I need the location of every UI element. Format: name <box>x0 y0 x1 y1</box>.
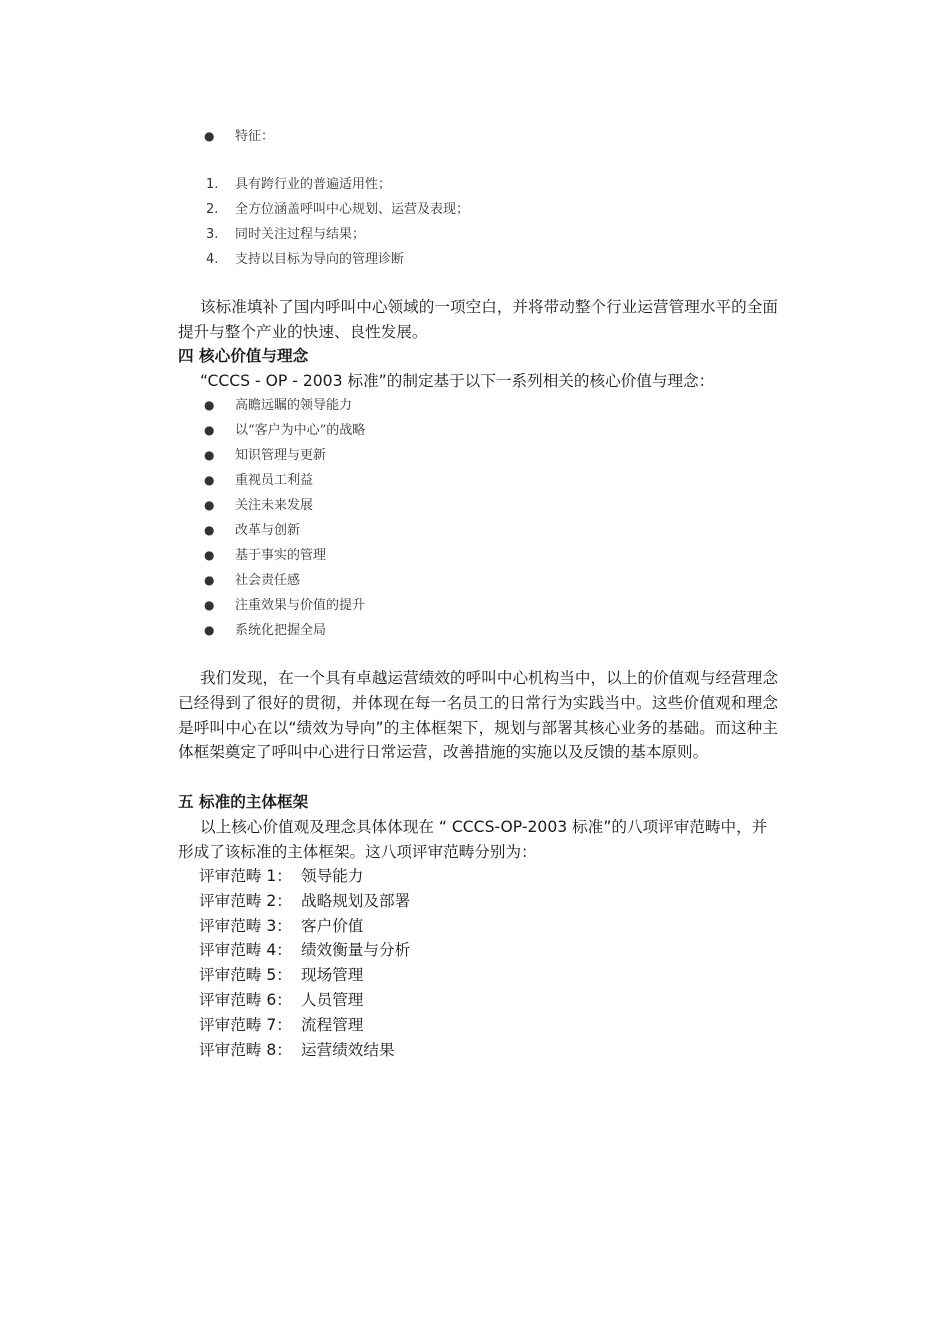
list-item <box>0 222 950 247</box>
list-item <box>0 618 950 643</box>
list-item <box>0 247 950 272</box>
list-text: 注重效果与价值的提升 <box>235 598 366 613</box>
core-values-list <box>0 393 950 643</box>
category-label: 评审范畴 6： <box>199 990 292 1009</box>
list-text: 以“客户为中心”的战略 <box>235 423 366 438</box>
category-label: 评审范畴 1： <box>199 867 292 885</box>
category-value: 现场管理 <box>301 966 364 985</box>
category-label: 评审范畴 7： <box>199 1015 292 1034</box>
bullet-icon: ● <box>204 573 215 587</box>
category-value: 运营绩效结果 <box>301 1040 395 1059</box>
category-value: 战略规划及部署 <box>301 891 411 910</box>
category-label: 评审范畴 5： <box>199 966 292 985</box>
list-text: 全方位涵盖呼叫中心规划、运营及表现； <box>235 202 470 217</box>
category-value: 人员管理 <box>301 990 364 1009</box>
list-text: 基于事实的管理 <box>235 548 327 563</box>
list-text: 系统化把握全局 <box>235 623 327 638</box>
list-item <box>0 568 950 593</box>
list-item <box>0 518 950 543</box>
values-discussion-paragraph: 我们发现，在一个具有卓越运营绩效的呼叫中心机构当中，以上的价值观与经营理念已经得到了很好的贯彻，并体现在每一名员工的日常行为实践当中。这些价值观和理念是呼叫中心在以“绩效为导向”的主体框架下，规划与部署其核心业务的基础。而这种主体框架奠定了呼叫中心进行日常运营，改善措施的实施以及反馈的基本原则。 <box>178 669 778 762</box>
list-text: 同时关注过程与结果； <box>235 227 366 242</box>
category-label: 评审范畴 4： <box>199 941 292 960</box>
bullet-icon: ● <box>204 423 215 437</box>
feature-numbered-list <box>0 172 950 272</box>
bullet-icon: ● <box>204 598 215 612</box>
list-text: 重视员工利益 <box>235 473 314 488</box>
bullet-icon: ● <box>204 548 215 562</box>
list-item <box>0 197 950 222</box>
bullet-icon: ● <box>204 448 215 462</box>
section-5-intro: 以上核心价值观及理念具体体现在 “ CCCS-OP-2003 标准”的八项评审范畴中，并形成了该标准的主体框架。这八项评审范畴分别为： <box>178 818 768 861</box>
category-label: 评审范畴 2： <box>199 891 292 910</box>
section-4-intro: “CCCS - OP - 2003 标准”的制定基于以下一系列相关的核心价值与理念： <box>200 372 715 390</box>
list-number: 3. <box>206 227 219 242</box>
bullet-icon: ● <box>204 523 215 537</box>
category-value: 流程管理 <box>301 1015 364 1034</box>
bullet-icon: ● <box>204 473 215 487</box>
category-value: 绩效衡量与分析 <box>301 941 411 960</box>
list-number: 1. <box>206 177 219 192</box>
bullet-icon: ● <box>204 398 215 412</box>
list-number: 2. <box>206 202 219 217</box>
category-value: 领导能力 <box>301 867 364 885</box>
list-text: 支持以目标为导向的管理诊断 <box>235 252 405 267</box>
list-item <box>0 418 950 443</box>
category-label: 评审范畴 8： <box>199 1040 292 1059</box>
list-item <box>0 172 950 197</box>
list-item <box>0 468 950 493</box>
bullet-icon: ● <box>204 498 215 512</box>
list-text: 社会责任感 <box>235 573 301 588</box>
list-item <box>0 124 950 149</box>
standard-summary-paragraph: 该标准填补了国内呼叫中心领域的一项空白，并将带动整个行业运营管理水平的全面提升与整个产业的快速、良性发展。 <box>178 298 778 341</box>
list-text: 具有跨行业的普遍适用性； <box>235 177 392 192</box>
list-text: 高瞻远瞩的领导能力 <box>235 398 353 413</box>
feature-bullet-block <box>0 124 950 149</box>
category-label: 评审范畴 3： <box>199 916 292 935</box>
list-number: 4. <box>206 252 219 267</box>
list-item <box>0 593 950 618</box>
list-item <box>0 543 950 568</box>
section-5-heading: 五 标准的主体框架 <box>178 793 309 811</box>
list-item <box>0 443 950 468</box>
list-text: 知识管理与更新 <box>235 448 327 463</box>
section-4-heading: 四 核心价值与理念 <box>178 347 309 365</box>
list-text: 改革与创新 <box>235 523 301 538</box>
bullet-icon: ● <box>204 129 215 143</box>
list-text: 关注未来发展 <box>235 498 314 513</box>
feature-label: 特征： <box>235 129 275 144</box>
bullet-icon: ● <box>204 623 215 637</box>
category-value: 客户价值 <box>301 916 364 935</box>
list-item <box>0 493 950 518</box>
list-item <box>0 393 950 418</box>
